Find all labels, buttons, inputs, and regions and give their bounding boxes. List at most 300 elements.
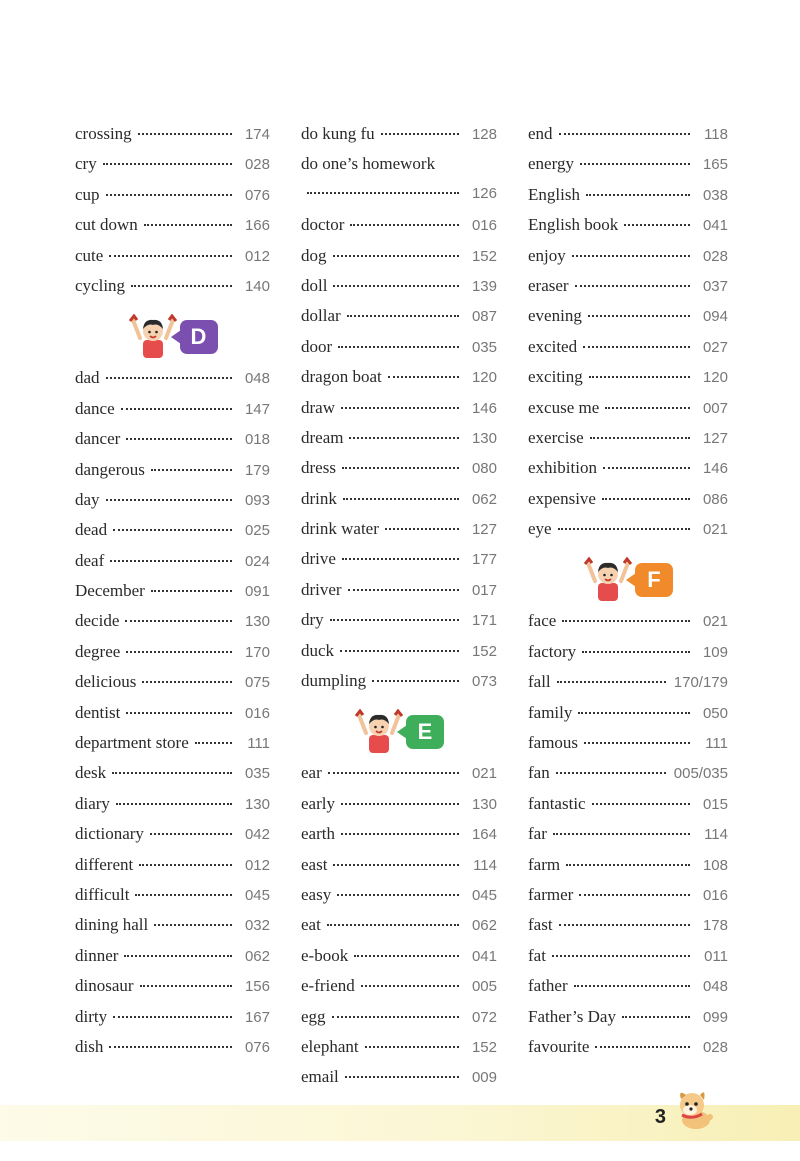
entry-page: 042: [244, 826, 270, 844]
entry-page: 165: [702, 156, 728, 174]
glossary-entry: [528, 1007, 728, 1037]
entry-word: elephant: [301, 1036, 359, 1056]
entry-page: 177: [471, 551, 497, 569]
dot-leader: [372, 680, 459, 682]
dot-leader: [327, 924, 459, 926]
entry-word: dirty: [75, 1006, 108, 1026]
entry-word: e-book: [301, 945, 349, 965]
entry-word: face: [528, 611, 557, 631]
entry-word: draw: [301, 397, 335, 417]
entry-word: fast: [528, 915, 553, 935]
dot-leader: [112, 772, 232, 774]
dot-leader: [602, 498, 690, 500]
dot-leader: [125, 620, 232, 622]
entry-page: 170: [244, 643, 270, 661]
puppy-icon: [672, 1087, 718, 1131]
dot-leader: [583, 346, 690, 348]
dot-leader: [106, 377, 232, 379]
glossary-entry: [75, 642, 270, 672]
glossary-entry: [301, 367, 497, 397]
glossary-entry: [75, 824, 270, 854]
entry-page: 005: [471, 978, 497, 996]
dot-leader: [584, 742, 690, 744]
dot-leader: [350, 224, 459, 226]
glossary-entry: [528, 215, 728, 245]
entry-word: eraser: [528, 275, 569, 295]
entry-page: 120: [702, 369, 728, 387]
dot-leader: [138, 133, 232, 135]
entry-page: 016: [471, 217, 497, 235]
entry-page: 062: [244, 947, 270, 965]
entry-page: 094: [702, 308, 728, 326]
dot-leader: [624, 224, 690, 226]
glossary-entry: [528, 367, 728, 397]
dot-leader: [566, 864, 690, 866]
dot-leader: [116, 803, 232, 805]
glossary-entry: [301, 763, 497, 793]
glossary-entry: [528, 824, 728, 854]
entry-page: 027: [702, 338, 728, 356]
glossary-entry: [75, 460, 270, 490]
dot-leader: [121, 408, 232, 410]
entry-word: dining hall: [75, 915, 149, 935]
glossary-entry: [301, 337, 497, 367]
entry-word: day: [75, 489, 100, 509]
glossary-entry: [528, 519, 728, 549]
entry-word: dad: [75, 368, 100, 388]
glossary-entry: [301, 519, 497, 549]
entry-word: egg: [301, 1006, 326, 1026]
entry-word: east: [301, 854, 328, 874]
entry-page: 120: [471, 369, 497, 387]
entry-page: 093: [244, 491, 270, 509]
entry-word: dream: [301, 427, 344, 447]
glossary-entry: [301, 610, 497, 640]
entry-word: early: [301, 793, 335, 813]
dot-leader: [345, 1076, 459, 1078]
entry-page: 012: [244, 247, 270, 265]
entry-page: 007: [702, 399, 728, 417]
entry-page: 140: [244, 277, 270, 295]
dot-leader: [348, 589, 459, 591]
glossary-entry: [528, 458, 728, 488]
dot-leader: [333, 285, 459, 287]
entry-page: 021: [702, 613, 728, 631]
entry-page: 139: [471, 277, 497, 295]
dot-leader: [333, 864, 459, 866]
glossary-entry: [528, 489, 728, 519]
glossary-entry: [528, 154, 728, 184]
entry-word: earth: [301, 824, 335, 844]
dot-leader: [109, 1046, 232, 1048]
entry-page: 037: [702, 277, 728, 295]
glossary-entry: [301, 976, 497, 1006]
glossary-entry: [301, 124, 497, 154]
entry-page: 017: [471, 581, 497, 599]
glossary-entry: [528, 1037, 728, 1067]
entry-word: end: [528, 124, 553, 143]
entry-word: degree: [75, 641, 121, 661]
entry-word: far: [528, 824, 547, 844]
entry-page: 041: [471, 947, 497, 965]
glossary-entry: [301, 1007, 497, 1037]
glossary-entry: [75, 703, 270, 733]
entry-word: evening: [528, 306, 582, 326]
glossary-entry: [528, 428, 728, 458]
dot-leader: [552, 955, 690, 957]
glossary-entry: [528, 124, 728, 154]
dot-leader: [582, 651, 690, 653]
entry-page: 021: [471, 765, 497, 783]
section-header-e: [301, 701, 497, 763]
entry-page: 156: [244, 978, 270, 996]
glossary-entry: [75, 185, 270, 215]
entry-word: cup: [75, 184, 100, 204]
entry-word: Father’s Day: [528, 1006, 616, 1026]
glossary-entry: [528, 246, 728, 276]
entry-word: exciting: [528, 367, 583, 387]
entry-page: 048: [702, 978, 728, 996]
glossary-entry: [301, 489, 497, 519]
glossary-entry: [75, 154, 270, 184]
glossary-entry: [75, 946, 270, 976]
dot-leader: [349, 437, 459, 439]
entry-word: different: [75, 854, 134, 874]
entry-word: doll: [301, 275, 328, 295]
entry-word: dry: [301, 610, 324, 630]
dot-leader: [110, 560, 232, 562]
entry-page: 109: [702, 643, 728, 661]
glossary-entry: [75, 794, 270, 824]
dot-leader: [595, 1046, 690, 1048]
entry-page: 127: [702, 429, 728, 447]
glossary-entry: [75, 215, 270, 245]
dot-leader: [341, 407, 459, 409]
entry-word: English: [528, 184, 580, 204]
entry-page: 127: [471, 521, 497, 539]
entry-page: 091: [244, 583, 270, 601]
entry-word: dangerous: [75, 459, 145, 479]
glossary-entry: [301, 641, 497, 671]
entry-page: 174: [244, 126, 270, 143]
entry-word: ear: [301, 763, 322, 783]
dot-leader: [559, 133, 690, 135]
entry-word: decide: [75, 611, 120, 631]
glossary-entry: [75, 733, 270, 763]
entry-page: 015: [702, 795, 728, 813]
dot-leader: [558, 528, 690, 530]
glossary-entry: [75, 581, 270, 611]
glossary-entry: [301, 154, 497, 184]
letter-badge: E: [406, 715, 444, 749]
entry-word: door: [301, 336, 333, 356]
entry-word: farmer: [528, 884, 574, 904]
entry-word: do kung fu: [301, 124, 375, 143]
dot-leader: [126, 712, 232, 714]
entry-page: 035: [244, 765, 270, 783]
entry-word: famous: [528, 733, 579, 753]
glossary-entry: [75, 520, 270, 550]
dot-leader: [330, 619, 459, 621]
dot-leader: [578, 712, 690, 714]
entry-word: doctor: [301, 215, 345, 235]
glossary-column-3: [528, 124, 728, 1067]
entry-word: dinner: [75, 945, 119, 965]
entry-page: 035: [471, 338, 497, 356]
entry-word: fall: [528, 672, 551, 692]
glossary-entry: [528, 946, 728, 976]
entry-page: 012: [244, 856, 270, 874]
glossary-entry: [75, 1007, 270, 1037]
entry-word: duck: [301, 640, 335, 660]
glossary-entry: [528, 885, 728, 915]
dot-leader: [574, 985, 690, 987]
entry-word: excited: [528, 336, 578, 356]
dot-leader: [562, 620, 690, 622]
dot-leader: [144, 224, 232, 226]
entry-word: drive: [301, 549, 336, 569]
glossary-entry: [301, 1037, 497, 1067]
entry-page: 146: [702, 460, 728, 478]
page-number: 3: [654, 1106, 666, 1128]
dot-leader: [126, 651, 232, 653]
dot-leader: [588, 315, 690, 317]
glossary-entry: [301, 671, 497, 701]
dot-leader: [342, 558, 459, 560]
entry-word: enjoy: [528, 245, 566, 265]
entry-page: 038: [702, 186, 728, 204]
entry-page: 171: [471, 612, 497, 630]
glossary-entry: [75, 763, 270, 793]
entry-word: exhibition: [528, 458, 597, 478]
entry-word: driver: [301, 579, 342, 599]
dot-leader: [381, 133, 459, 135]
dot-leader: [340, 650, 459, 652]
dot-leader: [365, 1046, 459, 1048]
glossary-entry: [75, 1037, 270, 1067]
dot-leader: [113, 529, 232, 531]
entry-word: dog: [301, 245, 327, 265]
dot-leader: [150, 833, 232, 835]
dot-leader: [124, 955, 232, 957]
dot-leader: [592, 803, 690, 805]
dot-leader: [142, 681, 232, 683]
entry-word: dance: [75, 398, 115, 418]
entry-page: 114: [704, 826, 728, 844]
entry-page: 011: [704, 947, 728, 965]
dot-leader: [343, 498, 459, 500]
glossary-entry: [301, 306, 497, 336]
entry-page: 152: [471, 1038, 497, 1056]
entry-word: fantastic: [528, 793, 586, 813]
dot-leader: [603, 467, 690, 469]
entry-page: 009: [471, 1069, 497, 1087]
entry-page: 080: [471, 460, 497, 478]
entry-word: English book: [528, 215, 619, 235]
dot-leader: [586, 194, 690, 196]
glossary-entry: [75, 915, 270, 945]
dot-leader: [347, 315, 459, 317]
glossary-entry: [528, 915, 728, 945]
dot-leader: [580, 163, 690, 165]
dot-leader: [388, 376, 459, 378]
dot-leader: [333, 255, 460, 257]
glossary-entry: [528, 794, 728, 824]
glossary-entry: [301, 458, 497, 488]
entry-word: dumpling: [301, 671, 367, 691]
entry-page: 178: [702, 917, 728, 935]
dot-leader: [361, 985, 459, 987]
glossary-entry: [528, 703, 728, 733]
glossary-entry: [75, 368, 270, 398]
entry-page: 032: [244, 917, 270, 935]
glossary-entry: [75, 429, 270, 459]
dot-leader: [139, 864, 232, 866]
entry-page: 114: [473, 856, 497, 874]
dot-leader: [151, 469, 232, 471]
entry-word: dentist: [75, 702, 121, 722]
entry-page: 072: [471, 1008, 497, 1026]
entry-page: 041: [702, 217, 728, 235]
glossary-entry: [301, 549, 497, 579]
entry-page: 099: [702, 1008, 728, 1026]
entry-word: deaf: [75, 550, 105, 570]
entry-word: cute: [75, 245, 104, 265]
entry-word: difficult: [75, 884, 130, 904]
entry-word: dress: [301, 458, 336, 478]
glossary-entry: [301, 915, 497, 945]
dot-leader: [579, 894, 690, 896]
entry-page: 045: [244, 886, 270, 904]
entry-word: family: [528, 702, 573, 722]
dot-leader: [103, 163, 232, 165]
entry-page: 130: [471, 795, 497, 813]
glossary-entry: [75, 490, 270, 520]
entry-page: 018: [244, 431, 270, 449]
dot-leader: [131, 285, 232, 287]
dot-leader: [589, 376, 690, 378]
dot-leader: [559, 924, 690, 926]
entry-word: dictionary: [75, 824, 144, 844]
letter-badge: F: [635, 563, 673, 597]
dot-leader: [338, 346, 459, 348]
glossary-entry: [528, 611, 728, 641]
glossary-entry: [75, 276, 270, 306]
dot-leader: [341, 803, 459, 805]
letter-badge: D: [180, 320, 218, 354]
entry-word: department store: [75, 733, 189, 753]
glossary-entry: [75, 124, 270, 154]
dot-leader: [572, 255, 690, 257]
entry-page: 111: [705, 735, 728, 753]
entry-page: 130: [244, 795, 270, 813]
entry-word: email: [301, 1067, 339, 1087]
entry-page: 005/035: [673, 765, 728, 783]
dot-leader: [307, 192, 459, 194]
glossary-entry: [301, 794, 497, 824]
glossary-entry: [301, 946, 497, 976]
entry-word: dinosaur: [75, 976, 134, 996]
entry-page: 170/179: [673, 674, 728, 692]
entry-page: 152: [471, 642, 497, 660]
entry-word: dollar: [301, 306, 341, 326]
glossary-entry: [301, 246, 497, 276]
dot-leader: [590, 437, 690, 439]
section-header-d: [75, 306, 270, 368]
entry-word: favourite: [528, 1036, 590, 1056]
glossary-entry: [301, 185, 497, 215]
dot-leader: [622, 1016, 690, 1018]
entry-word: fan: [528, 763, 550, 783]
entry-page: 111: [247, 735, 270, 753]
entry-word: easy: [301, 884, 332, 904]
dot-leader: [332, 1016, 459, 1018]
entry-word: diary: [75, 793, 110, 813]
dot-leader: [140, 985, 232, 987]
entry-word: fat: [528, 945, 546, 965]
dot-leader: [575, 285, 690, 287]
glossary-entry: [75, 885, 270, 915]
glossary-entry: [301, 580, 497, 610]
glossary-entry: [75, 611, 270, 641]
entry-page: 024: [244, 552, 270, 570]
glossary-entry: [75, 246, 270, 276]
entry-page: 050: [702, 704, 728, 722]
entry-word: cry: [75, 154, 97, 174]
entry-page: 126: [471, 184, 497, 202]
glossary-entry: [528, 672, 728, 702]
entry-word: excuse me: [528, 397, 600, 417]
dot-leader: [553, 833, 690, 835]
dot-leader: [605, 407, 690, 409]
entry-page: 045: [471, 886, 497, 904]
dot-leader: [154, 924, 232, 926]
entry-page: 073: [471, 673, 497, 691]
entry-word: cycling: [75, 275, 126, 295]
glossary-column-1: [75, 124, 270, 1067]
glossary-entry: [528, 733, 728, 763]
dot-leader: [337, 894, 459, 896]
entry-page: 179: [244, 461, 270, 479]
entry-page: 062: [471, 917, 497, 935]
entry-word: cut down: [75, 215, 138, 235]
entry-page: 048: [244, 370, 270, 388]
entry-page: 021: [702, 521, 728, 539]
entry-word: dancer: [75, 429, 121, 449]
entry-page: 076: [244, 1038, 270, 1056]
entry-word: delicious: [75, 672, 137, 692]
entry-page: 086: [702, 490, 728, 508]
entry-page: 128: [471, 126, 497, 143]
glossary-entry: [301, 885, 497, 915]
dot-leader: [106, 194, 232, 196]
glossary-entry: [75, 551, 270, 581]
glossary-entry: [528, 642, 728, 672]
entry-page: 062: [471, 490, 497, 508]
entry-page: 108: [702, 856, 728, 874]
entry-word: exercise: [528, 427, 584, 447]
glossary-entry: [528, 276, 728, 306]
entry-page: 166: [244, 217, 270, 235]
dot-leader: [341, 833, 459, 835]
entry-word: do one’s homework: [301, 154, 436, 174]
glossary-entry: [301, 215, 497, 245]
entry-page: 087: [471, 308, 497, 326]
dot-leader: [354, 955, 459, 957]
entry-word: father: [528, 976, 568, 996]
dot-leader: [109, 255, 232, 257]
glossary-entry: [301, 428, 497, 458]
